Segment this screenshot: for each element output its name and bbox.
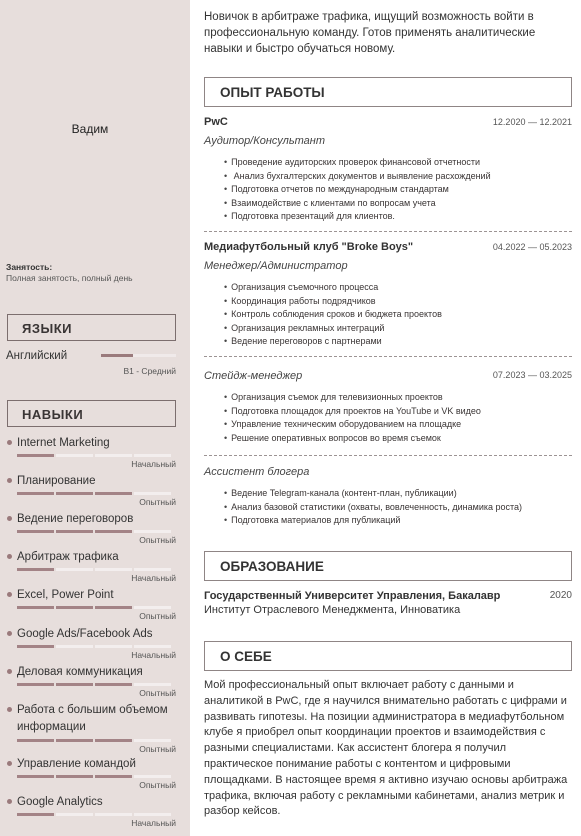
- employment-label: Занятость:: [6, 262, 53, 272]
- skill-level-segment: [56, 530, 93, 533]
- employment-value: Полная занятость, полный день: [6, 273, 133, 283]
- skill-level-bar: [17, 530, 171, 533]
- job-duties: [224, 391, 481, 445]
- skill-level-segment: [17, 492, 54, 495]
- skill-level-segment: [56, 492, 93, 495]
- skill-level-segment: [17, 606, 54, 609]
- skill-level: Начальный: [131, 459, 176, 469]
- divider: [204, 455, 572, 456]
- bullet-dot-icon: [7, 631, 12, 636]
- skill-level-segment: [134, 530, 171, 533]
- skill-level: Опытный: [139, 744, 176, 754]
- job-duty: • Анализ бухгалтерских документов и выявление расхождений: [224, 170, 491, 184]
- skill-level-segment: [95, 606, 132, 609]
- skill-level-segment: [95, 683, 132, 686]
- skill-level-segment: [134, 606, 171, 609]
- skill-level: Начальный: [131, 818, 176, 828]
- skill-level-segment: [134, 568, 171, 571]
- sidebar: [0, 0, 190, 836]
- skill-level-segment: [17, 739, 54, 742]
- skill-level-bar: [17, 568, 171, 571]
- skill-level-segment: [95, 775, 132, 778]
- divider: [204, 356, 572, 357]
- bullet-dot-icon: [7, 554, 12, 559]
- skill-name: Google Ads/Facebook Ads: [17, 628, 153, 640]
- job-duty: • Решение оперативных вопросов во время съемок: [224, 432, 481, 446]
- skill-level: Опытный: [139, 611, 176, 621]
- candidate-name: Вадим: [71, 122, 109, 136]
- job-company: PwC: [204, 116, 228, 128]
- job-title: Ассистент блогера: [204, 466, 310, 478]
- skill-level-segment: [56, 568, 93, 571]
- skill-level-segment: [95, 530, 132, 533]
- skill-level-segment: [134, 645, 171, 648]
- skill-name: Internet Marketing: [17, 437, 110, 449]
- job-dates: 04.2022 — 05.2023: [492, 242, 572, 252]
- language-level: B1 - Средний: [123, 366, 176, 376]
- bullet-dot-icon: [7, 478, 12, 483]
- skill-level-segment: [56, 683, 93, 686]
- skill-level-segment: [56, 775, 93, 778]
- bullet-dot-icon: [7, 799, 12, 804]
- job-duty: • Подготовка площадок для проектов на YouTube и VK видео: [224, 405, 481, 419]
- education-school: Государственный Университет Управления, Бакалавр: [204, 590, 501, 602]
- skill-level-segment: [134, 683, 171, 686]
- job-duty: • Координация работы подрядчиков: [224, 295, 442, 309]
- job-title: Менеджер/Администратор: [204, 260, 348, 272]
- skill-name: Планирование: [17, 475, 96, 487]
- bullet-dot-icon: [7, 669, 12, 674]
- skill-level-segment: [95, 739, 132, 742]
- job-duty: • Проведение аудиторских проверок финансовой отчетности: [224, 156, 491, 170]
- job-duty: • Подготовка отчетов по международным стандартам: [224, 183, 491, 197]
- job-duty: • Подготовка презентаций для клиентов.: [224, 210, 491, 224]
- languages-heading: ЯЗЫКИ: [7, 314, 176, 341]
- skill-level-segment: [134, 813, 171, 816]
- skill-name: Работа с большим объемом информации: [17, 704, 168, 733]
- job-duties: [224, 156, 491, 224]
- divider: [204, 231, 572, 232]
- about-text: Мой профессиональный опыт включает работу с данными и аналитикой в PwC, где я научился внимательно работать с цифрами и развивать гипотезы. На позиции администратора в медиафутбольном клубе я приобрел опыт координации проектов и взаимодействия с разными специалистами. Как ассистент блогера я получил практическое понимание работы с контентом и цифровыми площадками. В настоящее время я активно изучаю основы арбитража трафика, включая работу с рекламными кабинетами, анализ метрик и разбор кейсов.: [204, 679, 568, 818]
- skill-level-segment: [17, 568, 54, 571]
- skill-level-segment: [56, 645, 93, 648]
- bullet-dot-icon: [7, 761, 12, 766]
- job-duties: [224, 281, 442, 349]
- skills-heading: НАВЫКИ: [7, 400, 176, 427]
- skill-level-bar: [17, 492, 171, 495]
- job-duty: • Управление техническим оборудованием на площадке: [224, 418, 481, 432]
- skill-level: Опытный: [139, 688, 176, 698]
- skill-level-segment: [56, 454, 93, 457]
- skill-level-segment: [17, 454, 54, 457]
- skill-level-segment: [56, 739, 93, 742]
- skill-level-segment: [134, 739, 171, 742]
- intro-summary: Новичок в арбитраже трафика, ищущий возможность войти в профессиональную команду. Готов применять аналитические навыки и быстро обучаться новому.: [204, 11, 536, 55]
- job-title: Стейдж-менеджер: [204, 370, 303, 382]
- skill-level-bar: [17, 813, 171, 816]
- skill-level-segment: [17, 813, 54, 816]
- job-title: Аудитор/Консультант: [204, 135, 326, 147]
- skill-level-segment: [17, 645, 54, 648]
- skill-level: Начальный: [131, 573, 176, 583]
- skill-name: Деловая коммуникация: [17, 666, 143, 678]
- skill-name: Управление командой: [17, 758, 136, 770]
- bullet-dot-icon: [7, 440, 12, 445]
- language-proficiency-bar: [101, 354, 176, 357]
- skill-level-segment: [17, 775, 54, 778]
- skill-level: Опытный: [139, 497, 176, 507]
- job-duty: • Анализ базовой статистики (охваты, вовлеченность, динамика роста): [224, 501, 522, 515]
- about-heading: О СЕБЕ: [204, 641, 572, 671]
- skill-level: Начальный: [131, 650, 176, 660]
- bullet-dot-icon: [7, 592, 12, 597]
- language-proficiency-fill: [101, 354, 133, 357]
- job-dates: 07.2023 — 03.2025: [492, 370, 572, 380]
- job-duty: • Организация съемок для телевизионных проектов: [224, 391, 481, 405]
- education-department: Институт Отраслевого Менеджмента, Инноватика: [204, 604, 461, 616]
- skill-level-segment: [134, 454, 171, 457]
- experience-heading: ОПЫТ РАБОТЫ: [204, 77, 572, 107]
- skill-level-segment: [95, 813, 132, 816]
- job-dates: 12.2020 — 12.2021: [492, 117, 572, 127]
- skill-level-bar: [17, 454, 171, 457]
- job-company: Медиафутбольный клуб "Broke Boys": [204, 241, 414, 253]
- education-heading: ОБРАЗОВАНИЕ: [204, 551, 572, 581]
- skill-level-bar: [17, 645, 171, 648]
- skill-level-segment: [95, 645, 132, 648]
- job-duty: • Ведение Telegram-канала (контент-план, публикации): [224, 487, 522, 501]
- skill-level-bar: [17, 775, 171, 778]
- skill-level: Опытный: [139, 535, 176, 545]
- job-duty: • Контроль соблюдения сроков и бюджета проектов: [224, 308, 442, 322]
- skill-level-segment: [17, 530, 54, 533]
- skill-level-segment: [95, 492, 132, 495]
- skill-name: Excel, Power Point: [17, 589, 114, 601]
- skill-level: Опытный: [139, 780, 176, 790]
- education-year: 2020: [549, 590, 572, 601]
- job-duty: • Взаимодействие с клиентами по вопросам учета: [224, 197, 491, 211]
- skill-name: Google Analytics: [17, 796, 103, 808]
- skill-name: Арбитраж трафика: [17, 551, 119, 563]
- job-duties: [224, 487, 522, 528]
- job-duty: • Подготовка материалов для публикаций: [224, 514, 522, 528]
- skill-level-segment: [134, 492, 171, 495]
- skill-level-bar: [17, 683, 171, 686]
- bullet-dot-icon: [7, 516, 12, 521]
- skill-level-segment: [56, 606, 93, 609]
- skill-level-bar: [17, 739, 171, 742]
- language-name: Английский: [6, 350, 68, 362]
- bullet-dot-icon: [7, 707, 12, 712]
- job-duty: • Организация рекламных интеграций: [224, 322, 442, 336]
- skill-level-bar: [17, 606, 171, 609]
- skill-level-segment: [17, 683, 54, 686]
- skill-level-segment: [134, 775, 171, 778]
- job-duty: • Организация съемочного процесса: [224, 281, 442, 295]
- skill-level-segment: [95, 454, 132, 457]
- skill-name: Ведение переговоров: [17, 513, 134, 525]
- skill-level-segment: [56, 813, 93, 816]
- job-duty: • Ведение переговоров с партнерами: [224, 335, 442, 349]
- skill-level-segment: [95, 568, 132, 571]
